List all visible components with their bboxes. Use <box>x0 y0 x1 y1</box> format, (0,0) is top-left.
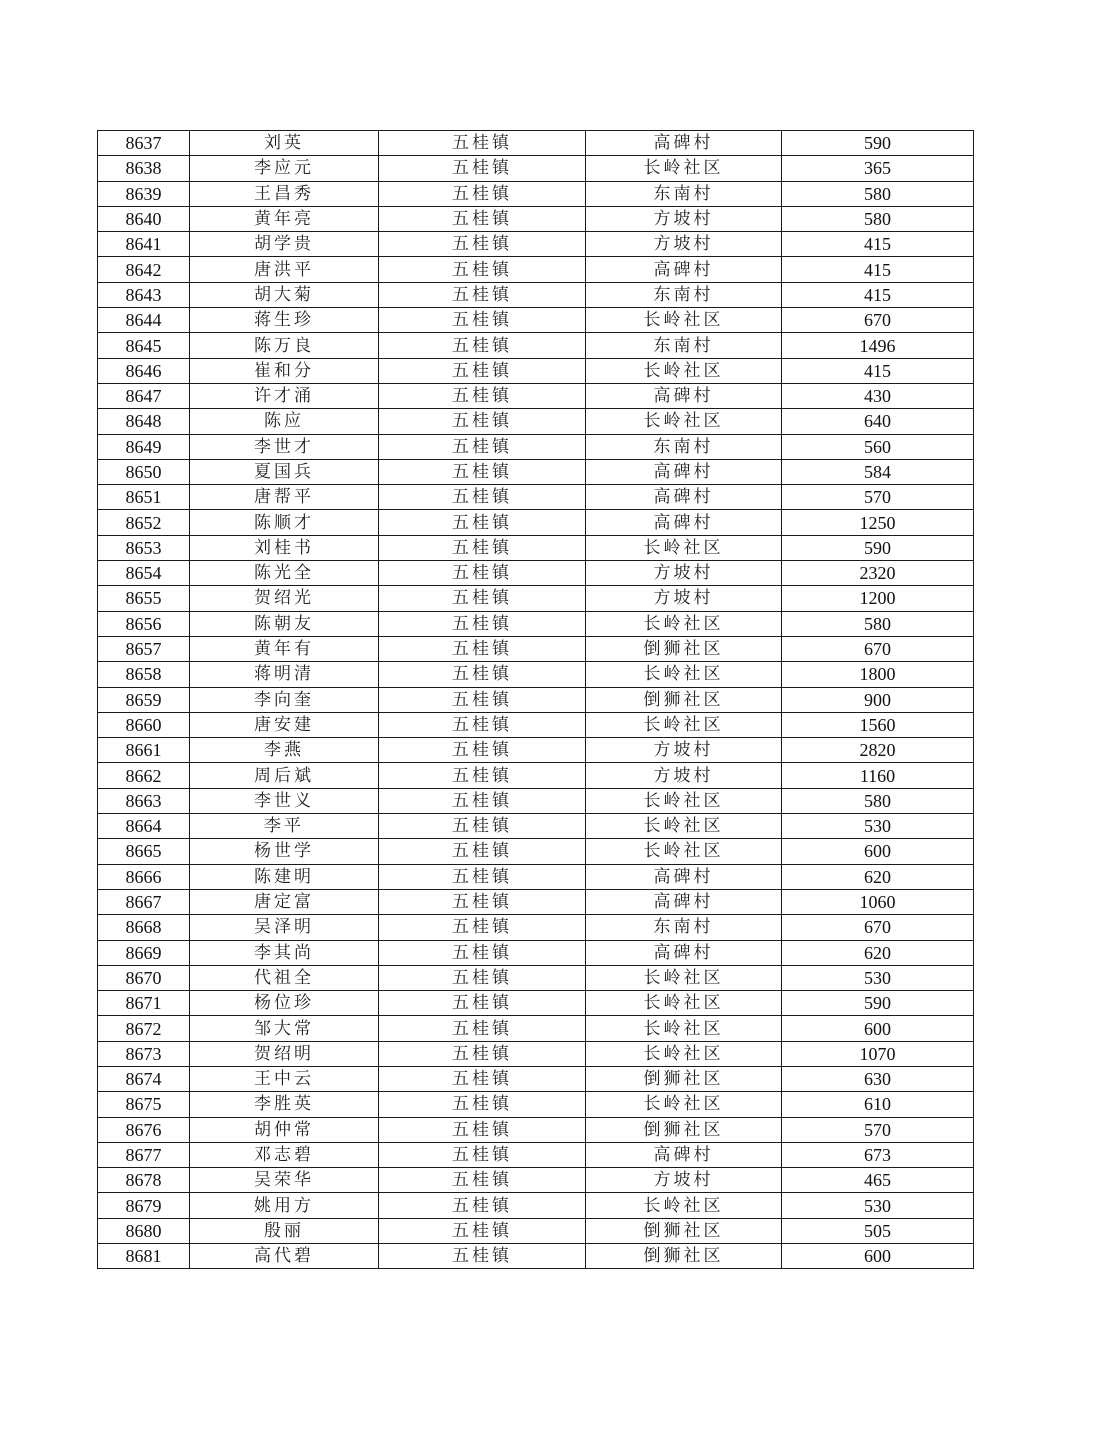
table-row <box>98 1092 974 1117</box>
table-row <box>98 636 974 661</box>
table-row <box>98 1218 974 1243</box>
name-cell: 许才涌 <box>190 383 379 408</box>
town-cell: 五桂镇 <box>379 687 586 712</box>
name-cell: 唐安建 <box>190 712 379 737</box>
town-cell: 五桂镇 <box>379 206 586 231</box>
row-number-cell: 8665 <box>98 839 190 864</box>
row-number-cell: 8657 <box>98 636 190 661</box>
amount-cell: 560 <box>782 434 974 459</box>
town-cell: 五桂镇 <box>379 991 586 1016</box>
row-number-cell: 8679 <box>98 1193 190 1218</box>
town-cell: 五桂镇 <box>379 738 586 763</box>
town-cell: 五桂镇 <box>379 257 586 282</box>
table-row <box>98 662 974 687</box>
village-cell: 东南村 <box>586 181 782 206</box>
roster-table-body <box>98 131 974 1269</box>
village-cell: 长岭社区 <box>586 839 782 864</box>
amount-cell: 630 <box>782 1066 974 1091</box>
row-number-cell: 8646 <box>98 358 190 383</box>
town-cell: 五桂镇 <box>379 839 586 864</box>
amount-cell: 415 <box>782 257 974 282</box>
village-cell: 高碑村 <box>586 889 782 914</box>
name-cell: 唐洪平 <box>190 257 379 282</box>
amount-cell: 900 <box>782 687 974 712</box>
table-row <box>98 915 974 940</box>
name-cell: 李胜英 <box>190 1092 379 1117</box>
name-cell: 唐定富 <box>190 889 379 914</box>
row-number-cell: 8680 <box>98 1218 190 1243</box>
amount-cell: 590 <box>782 131 974 156</box>
amount-cell: 590 <box>782 535 974 560</box>
village-cell: 长岭社区 <box>586 1193 782 1218</box>
row-number-cell: 8663 <box>98 788 190 813</box>
village-cell: 方坡村 <box>586 763 782 788</box>
row-number-cell: 8652 <box>98 510 190 535</box>
town-cell: 五桂镇 <box>379 1117 586 1142</box>
table-row <box>98 788 974 813</box>
town-cell: 五桂镇 <box>379 611 586 636</box>
table-row <box>98 611 974 636</box>
village-cell: 东南村 <box>586 282 782 307</box>
town-cell: 五桂镇 <box>379 282 586 307</box>
name-cell: 夏国兵 <box>190 459 379 484</box>
table-row <box>98 257 974 282</box>
village-cell: 方坡村 <box>586 206 782 231</box>
name-cell: 王中云 <box>190 1066 379 1091</box>
amount-cell: 673 <box>782 1142 974 1167</box>
amount-cell: 670 <box>782 308 974 333</box>
town-cell: 五桂镇 <box>379 940 586 965</box>
table-row <box>98 434 974 459</box>
amount-cell: 530 <box>782 965 974 990</box>
row-number-cell: 8641 <box>98 232 190 257</box>
table-row <box>98 156 974 181</box>
town-cell: 五桂镇 <box>379 561 586 586</box>
amount-cell: 1800 <box>782 662 974 687</box>
table-row <box>98 282 974 307</box>
table-row <box>98 738 974 763</box>
amount-cell: 1160 <box>782 763 974 788</box>
name-cell: 陈朝友 <box>190 611 379 636</box>
row-number-cell: 8671 <box>98 991 190 1016</box>
row-number-cell: 8660 <box>98 712 190 737</box>
row-number-cell: 8674 <box>98 1066 190 1091</box>
row-number-cell: 8668 <box>98 915 190 940</box>
table-row <box>98 1142 974 1167</box>
name-cell: 邓志碧 <box>190 1142 379 1167</box>
amount-cell: 620 <box>782 940 974 965</box>
name-cell: 蒋生珍 <box>190 308 379 333</box>
name-cell: 胡学贵 <box>190 232 379 257</box>
town-cell: 五桂镇 <box>379 181 586 206</box>
name-cell: 李燕 <box>190 738 379 763</box>
table-row <box>98 459 974 484</box>
village-cell: 倒狮社区 <box>586 687 782 712</box>
row-number-cell: 8645 <box>98 333 190 358</box>
row-number-cell: 8662 <box>98 763 190 788</box>
table-row <box>98 409 974 434</box>
town-cell: 五桂镇 <box>379 308 586 333</box>
row-number-cell: 8664 <box>98 814 190 839</box>
amount-cell: 505 <box>782 1218 974 1243</box>
table-row <box>98 1168 974 1193</box>
town-cell: 五桂镇 <box>379 712 586 737</box>
name-cell: 代祖全 <box>190 965 379 990</box>
table-row <box>98 965 974 990</box>
amount-cell: 584 <box>782 459 974 484</box>
town-cell: 五桂镇 <box>379 915 586 940</box>
row-number-cell: 8672 <box>98 1016 190 1041</box>
amount-cell: 580 <box>782 181 974 206</box>
name-cell: 陈万良 <box>190 333 379 358</box>
town-cell: 五桂镇 <box>379 485 586 510</box>
amount-cell: 1070 <box>782 1041 974 1066</box>
town-cell: 五桂镇 <box>379 1168 586 1193</box>
town-cell: 五桂镇 <box>379 1066 586 1091</box>
name-cell: 姚用方 <box>190 1193 379 1218</box>
village-cell: 长岭社区 <box>586 358 782 383</box>
amount-cell: 465 <box>782 1168 974 1193</box>
amount-cell: 570 <box>782 485 974 510</box>
amount-cell: 1200 <box>782 586 974 611</box>
village-cell: 高碑村 <box>586 257 782 282</box>
amount-cell: 580 <box>782 206 974 231</box>
village-cell: 长岭社区 <box>586 1041 782 1066</box>
name-cell: 李世义 <box>190 788 379 813</box>
table-row <box>98 131 974 156</box>
row-number-cell: 8649 <box>98 434 190 459</box>
name-cell: 高代碧 <box>190 1244 379 1269</box>
name-cell: 刘英 <box>190 131 379 156</box>
table-row <box>98 485 974 510</box>
table-row <box>98 510 974 535</box>
amount-cell: 1496 <box>782 333 974 358</box>
village-cell: 倒狮社区 <box>586 1244 782 1269</box>
name-cell: 周后斌 <box>190 763 379 788</box>
town-cell: 五桂镇 <box>379 510 586 535</box>
table-row <box>98 889 974 914</box>
amount-cell: 610 <box>782 1092 974 1117</box>
village-cell: 长岭社区 <box>586 1016 782 1041</box>
name-cell: 陈建明 <box>190 864 379 889</box>
name-cell: 杨位珍 <box>190 991 379 1016</box>
town-cell: 五桂镇 <box>379 156 586 181</box>
name-cell: 李应元 <box>190 156 379 181</box>
town-cell: 五桂镇 <box>379 889 586 914</box>
village-cell: 倒狮社区 <box>586 1066 782 1091</box>
table-row <box>98 1041 974 1066</box>
amount-cell: 570 <box>782 1117 974 1142</box>
table-row <box>98 308 974 333</box>
row-number-cell: 8678 <box>98 1168 190 1193</box>
name-cell: 陈应 <box>190 409 379 434</box>
row-number-cell: 8648 <box>98 409 190 434</box>
town-cell: 五桂镇 <box>379 1092 586 1117</box>
row-number-cell: 8667 <box>98 889 190 914</box>
amount-cell: 670 <box>782 636 974 661</box>
town-cell: 五桂镇 <box>379 1016 586 1041</box>
name-cell: 李其尚 <box>190 940 379 965</box>
table-row <box>98 383 974 408</box>
village-cell: 高碑村 <box>586 510 782 535</box>
village-cell: 倒狮社区 <box>586 1117 782 1142</box>
name-cell: 贺绍明 <box>190 1041 379 1066</box>
town-cell: 五桂镇 <box>379 586 586 611</box>
village-cell: 长岭社区 <box>586 814 782 839</box>
village-cell: 方坡村 <box>586 586 782 611</box>
table-row <box>98 1066 974 1091</box>
table-row <box>98 814 974 839</box>
name-cell: 陈顺才 <box>190 510 379 535</box>
table-row <box>98 206 974 231</box>
table-row <box>98 358 974 383</box>
amount-cell: 2820 <box>782 738 974 763</box>
village-cell: 长岭社区 <box>586 788 782 813</box>
town-cell: 五桂镇 <box>379 763 586 788</box>
town-cell: 五桂镇 <box>379 1244 586 1269</box>
village-cell: 长岭社区 <box>586 991 782 1016</box>
town-cell: 五桂镇 <box>379 1041 586 1066</box>
amount-cell: 600 <box>782 1244 974 1269</box>
village-cell: 东南村 <box>586 915 782 940</box>
town-cell: 五桂镇 <box>379 535 586 560</box>
town-cell: 五桂镇 <box>379 1193 586 1218</box>
row-number-cell: 8676 <box>98 1117 190 1142</box>
amount-cell: 1250 <box>782 510 974 535</box>
row-number-cell: 8658 <box>98 662 190 687</box>
village-cell: 长岭社区 <box>586 535 782 560</box>
town-cell: 五桂镇 <box>379 131 586 156</box>
amount-cell: 430 <box>782 383 974 408</box>
amount-cell: 1060 <box>782 889 974 914</box>
row-number-cell: 8666 <box>98 864 190 889</box>
village-cell: 长岭社区 <box>586 409 782 434</box>
town-cell: 五桂镇 <box>379 409 586 434</box>
name-cell: 黄年亮 <box>190 206 379 231</box>
town-cell: 五桂镇 <box>379 1142 586 1167</box>
amount-cell: 415 <box>782 282 974 307</box>
town-cell: 五桂镇 <box>379 814 586 839</box>
name-cell: 唐帮平 <box>190 485 379 510</box>
table-row <box>98 535 974 560</box>
table-row <box>98 839 974 864</box>
amount-cell: 415 <box>782 232 974 257</box>
row-number-cell: 8673 <box>98 1041 190 1066</box>
village-cell: 高碑村 <box>586 383 782 408</box>
town-cell: 五桂镇 <box>379 662 586 687</box>
village-cell: 高碑村 <box>586 864 782 889</box>
village-cell: 高碑村 <box>586 459 782 484</box>
amount-cell: 580 <box>782 611 974 636</box>
table-row <box>98 333 974 358</box>
name-cell: 陈光全 <box>190 561 379 586</box>
town-cell: 五桂镇 <box>379 333 586 358</box>
village-cell: 高碑村 <box>586 1142 782 1167</box>
table-row <box>98 181 974 206</box>
table-row <box>98 712 974 737</box>
name-cell: 胡仲常 <box>190 1117 379 1142</box>
name-cell: 李世才 <box>190 434 379 459</box>
name-cell: 李平 <box>190 814 379 839</box>
amount-cell: 2320 <box>782 561 974 586</box>
village-cell: 长岭社区 <box>586 308 782 333</box>
village-cell: 东南村 <box>586 434 782 459</box>
row-number-cell: 8670 <box>98 965 190 990</box>
row-number-cell: 8650 <box>98 459 190 484</box>
row-number-cell: 8655 <box>98 586 190 611</box>
row-number-cell: 8647 <box>98 383 190 408</box>
row-number-cell: 8656 <box>98 611 190 636</box>
table-row <box>98 1117 974 1142</box>
village-cell: 长岭社区 <box>586 611 782 636</box>
name-cell: 吴荣华 <box>190 1168 379 1193</box>
town-cell: 五桂镇 <box>379 788 586 813</box>
town-cell: 五桂镇 <box>379 864 586 889</box>
table-row <box>98 687 974 712</box>
town-cell: 五桂镇 <box>379 965 586 990</box>
town-cell: 五桂镇 <box>379 434 586 459</box>
table-row <box>98 561 974 586</box>
name-cell: 贺绍光 <box>190 586 379 611</box>
amount-cell: 1560 <box>782 712 974 737</box>
row-number-cell: 8653 <box>98 535 190 560</box>
row-number-cell: 8642 <box>98 257 190 282</box>
amount-cell: 590 <box>782 991 974 1016</box>
amount-cell: 530 <box>782 814 974 839</box>
name-cell: 王昌秀 <box>190 181 379 206</box>
name-cell: 蒋明清 <box>190 662 379 687</box>
village-cell: 长岭社区 <box>586 1092 782 1117</box>
town-cell: 五桂镇 <box>379 358 586 383</box>
amount-cell: 600 <box>782 839 974 864</box>
name-cell: 胡大菊 <box>190 282 379 307</box>
amount-cell: 530 <box>782 1193 974 1218</box>
name-cell: 杨世学 <box>190 839 379 864</box>
name-cell: 刘桂书 <box>190 535 379 560</box>
amount-cell: 580 <box>782 788 974 813</box>
table-row <box>98 1244 974 1269</box>
row-number-cell: 8669 <box>98 940 190 965</box>
village-cell: 长岭社区 <box>586 662 782 687</box>
row-number-cell: 8675 <box>98 1092 190 1117</box>
name-cell: 崔和分 <box>190 358 379 383</box>
amount-cell: 365 <box>782 156 974 181</box>
village-cell: 方坡村 <box>586 1168 782 1193</box>
name-cell: 邹大常 <box>190 1016 379 1041</box>
row-number-cell: 8659 <box>98 687 190 712</box>
village-cell: 方坡村 <box>586 561 782 586</box>
town-cell: 五桂镇 <box>379 459 586 484</box>
village-cell: 高碑村 <box>586 131 782 156</box>
table-row <box>98 991 974 1016</box>
table-row <box>98 232 974 257</box>
village-cell: 长岭社区 <box>586 712 782 737</box>
row-number-cell: 8677 <box>98 1142 190 1167</box>
table-row <box>98 763 974 788</box>
name-cell: 吴泽明 <box>190 915 379 940</box>
row-number-cell: 8643 <box>98 282 190 307</box>
row-number-cell: 8639 <box>98 181 190 206</box>
table-row <box>98 864 974 889</box>
roster-table <box>97 130 974 1269</box>
village-cell: 东南村 <box>586 333 782 358</box>
row-number-cell: 8644 <box>98 308 190 333</box>
name-cell: 黄年有 <box>190 636 379 661</box>
row-number-cell: 8651 <box>98 485 190 510</box>
village-cell: 高碑村 <box>586 940 782 965</box>
table-row <box>98 1193 974 1218</box>
village-cell: 倒狮社区 <box>586 636 782 661</box>
table-row <box>98 940 974 965</box>
amount-cell: 620 <box>782 864 974 889</box>
town-cell: 五桂镇 <box>379 232 586 257</box>
village-cell: 长岭社区 <box>586 156 782 181</box>
row-number-cell: 8640 <box>98 206 190 231</box>
town-cell: 五桂镇 <box>379 636 586 661</box>
name-cell: 李向奎 <box>190 687 379 712</box>
row-number-cell: 8637 <box>98 131 190 156</box>
village-cell: 倒狮社区 <box>586 1218 782 1243</box>
row-number-cell: 8638 <box>98 156 190 181</box>
amount-cell: 600 <box>782 1016 974 1041</box>
table-row <box>98 586 974 611</box>
village-cell: 长岭社区 <box>586 965 782 990</box>
table-row <box>98 1016 974 1041</box>
amount-cell: 670 <box>782 915 974 940</box>
row-number-cell: 8681 <box>98 1244 190 1269</box>
town-cell: 五桂镇 <box>379 1218 586 1243</box>
village-cell: 方坡村 <box>586 232 782 257</box>
row-number-cell: 8654 <box>98 561 190 586</box>
village-cell: 高碑村 <box>586 485 782 510</box>
amount-cell: 640 <box>782 409 974 434</box>
village-cell: 方坡村 <box>586 738 782 763</box>
row-number-cell: 8661 <box>98 738 190 763</box>
town-cell: 五桂镇 <box>379 383 586 408</box>
name-cell: 殷丽 <box>190 1218 379 1243</box>
amount-cell: 415 <box>782 358 974 383</box>
